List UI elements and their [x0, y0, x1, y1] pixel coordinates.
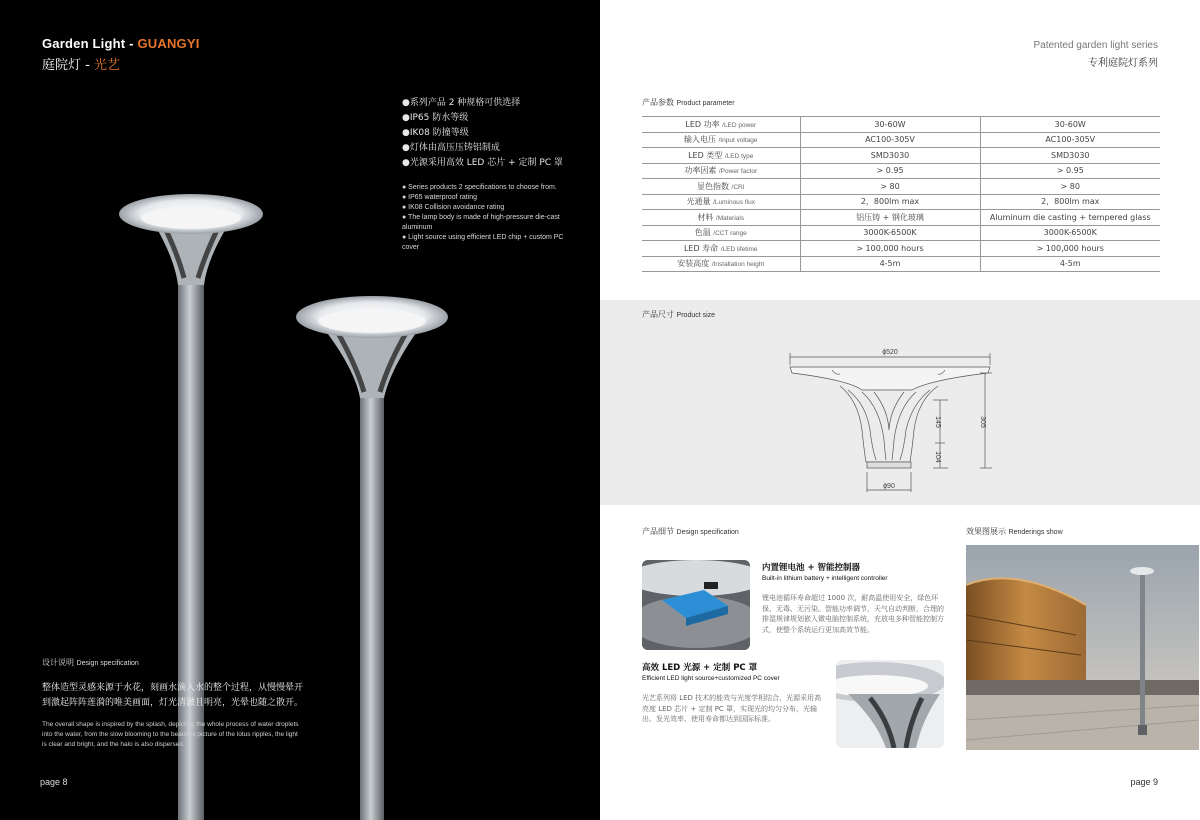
feature-item: ● IP65 waterproof rating [402, 194, 478, 201]
table-row: LED 寿命 /LED lifetime > 100,000 hours > 100,000 hours [642, 241, 1160, 257]
design-description-cn: 整体造型灵感来源于水花，刻画水滴入水的整个过程，从慢慢晕开到激起阵阵莲漪的唯美画面，灯光清澈且明亮，光晕也随之散开。 [42, 683, 304, 708]
dimension-h1: 145 [934, 416, 941, 428]
detail1-title-en: Built-in lithium battery + intelligent controller [762, 575, 888, 582]
table-row: 功率因素 /Power factor > 0.95 > 0.95 [642, 163, 1160, 179]
led-detail-image [836, 660, 944, 748]
detail1-title: 内置锂电池 + 智能控制器 [762, 563, 861, 573]
brand-title-cn: 庭院灯 - 光艺 [42, 58, 120, 73]
table-row: 材料 /Materials 铝压铸 + 钢化玻璃 Aluminum die casting + tempered glass [642, 210, 1160, 226]
detail2-title: 高效 LED 光源 + 定制 PC 罩 [642, 663, 758, 673]
detail2-body: 光艺系列将 LED 技术的能效与光度学相结合，光源采用高亮度 LED 芯片 + 定制 PC 罩，实现光的均匀分布，光输出、发光效率、使用寿命都达到国际标准。 [642, 694, 822, 723]
page-number-right: page 9 [1130, 777, 1158, 787]
feature-item: ●光源采用高效 LED 芯片 + 定制 PC 罩 [402, 158, 563, 168]
feature-item: ●系列产品 2 种规格可供选择 [402, 98, 521, 108]
feature-item: ● Series products 2 specifications to choose from. [402, 184, 557, 191]
detail1-body: 锂电池循环寿命超过 1000 次，耐高温使用安全，绿色环保、无毒、无污染。智能功率调节，天气自动判断，合理的排湿规律规划嵌入微电脑控制系统，充放电多种智能控制方式，使整个系统运行更加高效节能。 [762, 594, 944, 634]
dimension-width: ϕ520 [882, 349, 898, 356]
series-title-en: Patented garden light series [1033, 40, 1158, 51]
detail-heading: 产品细节 Design specification [642, 527, 739, 536]
brand-title-en: Garden Light - GUANGYI [42, 36, 200, 51]
feature-list-cn [402, 96, 563, 171]
design-description-en: The overall shape is inspired by the splash, depicting the whole process of water droplets into the water, from the slow blooming to the beautiful picture of the lotus ripples, the light is clear and bright, and the halo is also dispersed. [42, 721, 299, 748]
battery-detail-image [642, 560, 750, 650]
product-size-section [600, 300, 1200, 505]
feature-item: ● Light source using efficient LED chip + custom PC cover [402, 234, 564, 251]
table-row: 光通量 /Luminous flux 2，800lm max 2，800lm max [642, 194, 1160, 210]
dimension-base: ϕ90 [883, 483, 895, 490]
design-heading: 设计说明 Design specification [42, 658, 139, 667]
dimension-total: 305 [979, 416, 986, 428]
series-title-cn: 专利庭院灯系列 [1088, 58, 1158, 69]
right-page [600, 0, 1200, 820]
table-row: 显色指数 /CRI > 80 > 80 [642, 179, 1160, 195]
table-row: LED 类型 /LED type SMD3030 SMD3030 [642, 148, 1160, 164]
table-row: 色温 /CCT range 3000K-6500K 3000K-6500K [642, 225, 1160, 241]
page-number-left: page 8 [40, 777, 68, 787]
rendering-photo [966, 545, 1199, 750]
feature-item: ●灯体由高压压铸铝制成 [402, 143, 500, 153]
feature-item: ● The lamp body is made of high-pressure die-cast aluminum [402, 214, 560, 231]
feature-list-en [402, 183, 570, 253]
detail2-title-en: Efficient LED light source+customized PC cover [642, 675, 780, 682]
dimension-h2: 104 [934, 451, 941, 463]
feature-item: ● IK08 Collision avoidance rating [402, 204, 505, 211]
table-row: LED 功率 /LED power 30-60W 30-60W [642, 117, 1160, 133]
table-row: 安装高度 /Installation height 4-5m 4-5m [642, 256, 1160, 272]
feature-item: ●IK08 防撞等级 [402, 128, 469, 138]
param-heading: 产品参数 Product parameter [642, 98, 735, 107]
table-row: 输入电压 /Input voltage AC100-305V AC100-305V [642, 132, 1160, 148]
size-heading: 产品尺寸 Product size [642, 310, 716, 319]
param-table [642, 116, 1160, 272]
feature-item: ●IP65 防水等级 [402, 113, 469, 123]
dimension-drawing [600, 300, 1200, 505]
render-heading: 效果图展示 Renderings show [966, 527, 1063, 536]
